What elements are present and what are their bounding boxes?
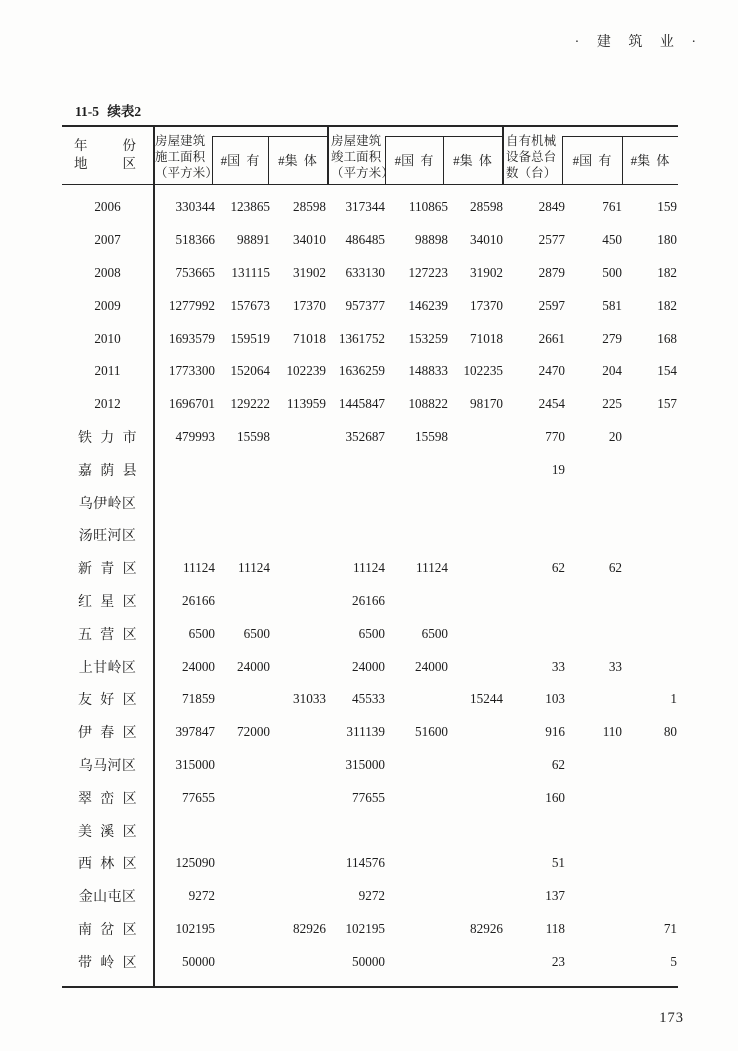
- cell-completed-collective: 82926: [470, 920, 503, 936]
- table-row: [62, 847, 678, 880]
- table-row: [62, 453, 678, 486]
- cell-equipment-state-owned: 62: [608, 560, 622, 576]
- cell-completed-state-owned: 148833: [408, 363, 448, 379]
- cell-completed-collective: 31902: [470, 264, 503, 280]
- table-row: [62, 289, 678, 322]
- table-body: [62, 191, 678, 978]
- table-rule: [327, 125, 329, 185]
- cell-completed-state-owned: 146239: [408, 297, 448, 313]
- stub-header-line2: [74, 155, 136, 173]
- stub-header-region: 地: [74, 156, 88, 171]
- row-label: 带 岭 区: [78, 955, 137, 971]
- cell-construction-area: 479993: [175, 428, 215, 444]
- cell-completed-area: 26166: [352, 592, 385, 608]
- cell-construction-area: 518366: [175, 232, 215, 248]
- cell-construction-state-owned: 24000: [237, 658, 270, 674]
- cell-equipment-collective: 154: [657, 363, 677, 379]
- statistics-table: [62, 125, 678, 988]
- cell-construction-area: 9272: [188, 888, 215, 904]
- cell-construction-area: 24000: [182, 658, 215, 674]
- cell-completed-collective: 15244: [470, 691, 503, 707]
- table-row: [62, 355, 678, 388]
- cell-equipment-total: 33: [551, 658, 565, 674]
- cell-equipment-state-owned: 500: [602, 264, 622, 280]
- cell-equipment-total: 2849: [538, 199, 565, 215]
- cell-equipment-state-owned: 581: [602, 297, 622, 313]
- cell-construction-area: 1773300: [168, 363, 215, 379]
- row-label: 铁 力 市: [78, 430, 137, 446]
- cell-completed-area: 633130: [345, 264, 385, 280]
- cell-completed-area: 45533: [352, 691, 385, 707]
- cell-construction-collective: 28598: [293, 199, 326, 215]
- cell-construction-collective: 31902: [293, 264, 326, 280]
- cell-completed-collective: 34010: [470, 232, 503, 248]
- cell-equipment-total: 118: [545, 920, 565, 936]
- cell-equipment-total: 916: [545, 724, 565, 740]
- cell-completed-area: 486485: [345, 232, 385, 248]
- cell-completed-collective: 17370: [470, 297, 503, 313]
- cell-equipment-collective: 80: [663, 724, 677, 740]
- header-construction-state-owned: #国 有: [220, 153, 260, 168]
- row-label: 汤旺河区: [78, 529, 137, 545]
- cell-equipment-state-owned: 225: [602, 396, 622, 412]
- cell-completed-collective: 102235: [463, 363, 503, 379]
- table-row: [62, 814, 678, 847]
- cell-construction-collective: 34010: [293, 232, 326, 248]
- cell-construction-area: 50000: [182, 953, 215, 969]
- header-equipment-collective: #集 体: [630, 153, 670, 168]
- cell-completed-area: 50000: [352, 953, 385, 969]
- cell-completed-area: 114576: [345, 855, 385, 871]
- row-label: 乌伊岭区: [78, 496, 137, 512]
- cell-construction-area: 102195: [175, 920, 215, 936]
- cell-completed-area: 957377: [345, 297, 385, 313]
- cell-construction-state-owned: 152064: [230, 363, 270, 379]
- row-label: 南 岔 区: [78, 922, 137, 938]
- page-number: 173: [659, 1010, 684, 1026]
- table-row: [62, 322, 678, 355]
- table-row: [62, 388, 678, 421]
- row-label: 翠 峦 区: [78, 791, 137, 807]
- table-rule: [502, 125, 504, 185]
- cell-completed-area: 317344: [345, 199, 385, 215]
- table-row: [62, 552, 678, 585]
- cell-construction-state-owned: 129222: [230, 396, 270, 412]
- cell-construction-state-owned: 72000: [237, 724, 270, 740]
- cell-equipment-collective: 159: [657, 199, 677, 215]
- cell-equipment-state-owned: 450: [602, 232, 622, 248]
- cell-construction-state-owned: 11124: [238, 560, 270, 576]
- cell-equipment-total: 770: [545, 428, 565, 444]
- category-header: · 建 筑 业 ·: [574, 35, 700, 50]
- cell-equipment-total: 2454: [538, 396, 565, 412]
- cell-equipment-total: 160: [545, 789, 565, 805]
- cell-equipment-total: 19: [551, 461, 565, 477]
- cell-equipment-collective: 168: [657, 330, 677, 346]
- cell-completed-state-owned: 51600: [415, 724, 448, 740]
- cell-construction-area: 315000: [175, 756, 215, 772]
- cell-equipment-collective: 5: [670, 953, 677, 969]
- cell-completed-state-owned: 110865: [408, 199, 448, 215]
- cell-completed-state-owned: 11124: [416, 560, 448, 576]
- stub-header-region2: 区: [122, 156, 136, 171]
- cell-construction-area: 125090: [175, 855, 215, 871]
- cell-construction-state-owned: 157673: [230, 297, 270, 313]
- row-label: 西 林 区: [78, 857, 137, 873]
- cell-construction-collective: 17370: [293, 297, 326, 313]
- cell-equipment-state-owned: 20: [608, 428, 622, 444]
- cell-completed-area: 311139: [346, 724, 385, 740]
- cell-equipment-state-owned: 110: [602, 724, 622, 740]
- cell-completed-area: 1361752: [338, 330, 385, 346]
- header-construction-collective: #集 体: [278, 153, 317, 168]
- cell-construction-collective: 71018: [293, 330, 326, 346]
- cell-equipment-state-owned: 761: [602, 199, 622, 215]
- cell-completed-state-owned: 153259: [408, 330, 448, 346]
- cell-completed-area: 102195: [345, 920, 385, 936]
- table-row: [62, 880, 678, 913]
- table-row: [62, 945, 678, 978]
- cell-equipment-collective: 182: [657, 297, 677, 313]
- cell-construction-area: 71859: [182, 691, 215, 707]
- cell-completed-area: 352687: [345, 428, 385, 444]
- header-completed-area: 房屋建筑 竣工面积 （平方米）: [331, 134, 394, 180]
- table-row: [62, 650, 678, 683]
- cell-equipment-total: 51: [551, 855, 565, 871]
- cell-completed-area: 77655: [352, 789, 385, 805]
- table-row: [62, 519, 678, 552]
- cell-construction-collective: 113959: [286, 396, 326, 412]
- table-row: [62, 683, 678, 716]
- header-completed-state-owned: #国 有: [394, 153, 434, 168]
- row-label: 2006: [94, 199, 121, 215]
- cell-completed-collective: 28598: [470, 199, 503, 215]
- row-label: 2009: [94, 297, 121, 313]
- row-label: 2007: [94, 232, 121, 248]
- cell-construction-collective: 31033: [293, 691, 326, 707]
- cell-construction-area: 1693579: [168, 330, 215, 346]
- row-label: 红 星 区: [78, 594, 137, 610]
- row-label: 金山屯区: [78, 890, 137, 906]
- table-row: [62, 257, 678, 290]
- table-row: [62, 191, 678, 224]
- row-label: 2010: [94, 330, 121, 346]
- cell-equipment-collective: 180: [657, 232, 677, 248]
- cell-completed-state-owned: 127223: [408, 264, 448, 280]
- cell-construction-area: 397847: [175, 724, 215, 740]
- cell-equipment-state-owned: 204: [602, 363, 622, 379]
- table-row: [62, 224, 678, 257]
- cell-construction-area: 1696701: [168, 396, 215, 412]
- cell-construction-state-owned: 15598: [237, 428, 270, 444]
- cell-equipment-total: 137: [545, 888, 565, 904]
- cell-completed-collective: 71018: [470, 330, 503, 346]
- cell-completed-state-owned: 98898: [415, 232, 448, 248]
- header-equipment-state-owned: #国 有: [572, 153, 612, 168]
- cell-equipment-total: 62: [551, 756, 565, 772]
- row-label: 2011: [94, 363, 121, 379]
- cell-construction-state-owned: 123865: [230, 199, 270, 215]
- cell-equipment-state-owned: 33: [608, 658, 622, 674]
- cell-completed-state-owned: 108822: [408, 396, 448, 412]
- cell-equipment-total: 2470: [538, 363, 565, 379]
- cell-construction-state-owned: 6500: [243, 625, 270, 641]
- table-row: [62, 486, 678, 519]
- cell-completed-area: 6500: [358, 625, 385, 641]
- row-label: 2008: [94, 264, 121, 280]
- cell-completed-area: 1636259: [338, 363, 385, 379]
- cell-construction-area: 26166: [182, 592, 215, 608]
- row-label: 嘉 荫 县: [78, 463, 137, 479]
- cell-completed-area: 9272: [358, 888, 385, 904]
- cell-completed-area: 24000: [352, 658, 385, 674]
- table-number-label: 11-5 续表2: [75, 104, 142, 119]
- header-completed-collective: #集 体: [453, 153, 492, 168]
- cell-equipment-total: 62: [551, 560, 565, 576]
- table-row: [62, 781, 678, 814]
- row-label: 伊 春 区: [78, 726, 137, 742]
- header-construction-area: 房屋建筑 施工面积 （平方米）: [155, 134, 218, 180]
- cell-equipment-collective: 71: [663, 920, 677, 936]
- cell-completed-collective: 98170: [470, 396, 503, 412]
- stub-header: [74, 137, 136, 173]
- cell-equipment-collective: 182: [657, 264, 677, 280]
- row-label: 乌马河区: [78, 758, 137, 774]
- cell-completed-state-owned: 6500: [421, 625, 448, 641]
- table-row: [62, 421, 678, 454]
- row-label: 美 溪 区: [78, 824, 137, 840]
- table-row: [62, 749, 678, 782]
- header-equipment-total: 自有机械 设备总台 数（台）: [506, 134, 557, 180]
- row-label: 新 青 区: [78, 562, 137, 578]
- cell-construction-state-owned: 98891: [237, 232, 270, 248]
- cell-equipment-collective: 1: [670, 691, 677, 707]
- stub-header-year2: 份: [122, 138, 136, 153]
- table-row: [62, 913, 678, 946]
- cell-equipment-total: 103: [545, 691, 565, 707]
- cell-equipment-total: 2879: [538, 264, 565, 280]
- row-label: 五 营 区: [78, 627, 137, 643]
- cell-equipment-total: 2597: [538, 297, 565, 313]
- cell-construction-area: 330344: [175, 199, 215, 215]
- cell-construction-area: 753665: [175, 264, 215, 280]
- cell-completed-area: 1445847: [338, 396, 385, 412]
- cell-construction-state-owned: 159519: [230, 330, 270, 346]
- row-label: 友 好 区: [78, 693, 137, 709]
- cell-equipment-collective: 157: [657, 396, 677, 412]
- cell-construction-area: 77655: [182, 789, 215, 805]
- row-label: 2012: [94, 396, 121, 412]
- cell-construction-collective: 82926: [293, 920, 326, 936]
- stub-header-year: 年: [74, 138, 88, 153]
- table-row: [62, 716, 678, 749]
- cell-equipment-total: 2661: [538, 330, 565, 346]
- cell-construction-area: 1277992: [168, 297, 215, 313]
- cell-construction-state-owned: 131115: [231, 264, 270, 280]
- cell-construction-collective: 102239: [286, 363, 326, 379]
- stub-header-line1: [74, 137, 136, 155]
- cell-equipment-state-owned: 279: [602, 330, 622, 346]
- table-row: [62, 585, 678, 618]
- cell-equipment-total: 2577: [538, 232, 565, 248]
- cell-construction-area: 11124: [183, 560, 215, 576]
- cell-completed-state-owned: 15598: [415, 428, 448, 444]
- cell-completed-area: 11124: [353, 560, 385, 576]
- cell-equipment-total: 23: [551, 953, 565, 969]
- table-row: [62, 617, 678, 650]
- cell-completed-area: 315000: [345, 756, 385, 772]
- cell-completed-state-owned: 24000: [415, 658, 448, 674]
- row-label: 上甘岭区: [78, 660, 137, 676]
- cell-construction-area: 6500: [188, 625, 215, 641]
